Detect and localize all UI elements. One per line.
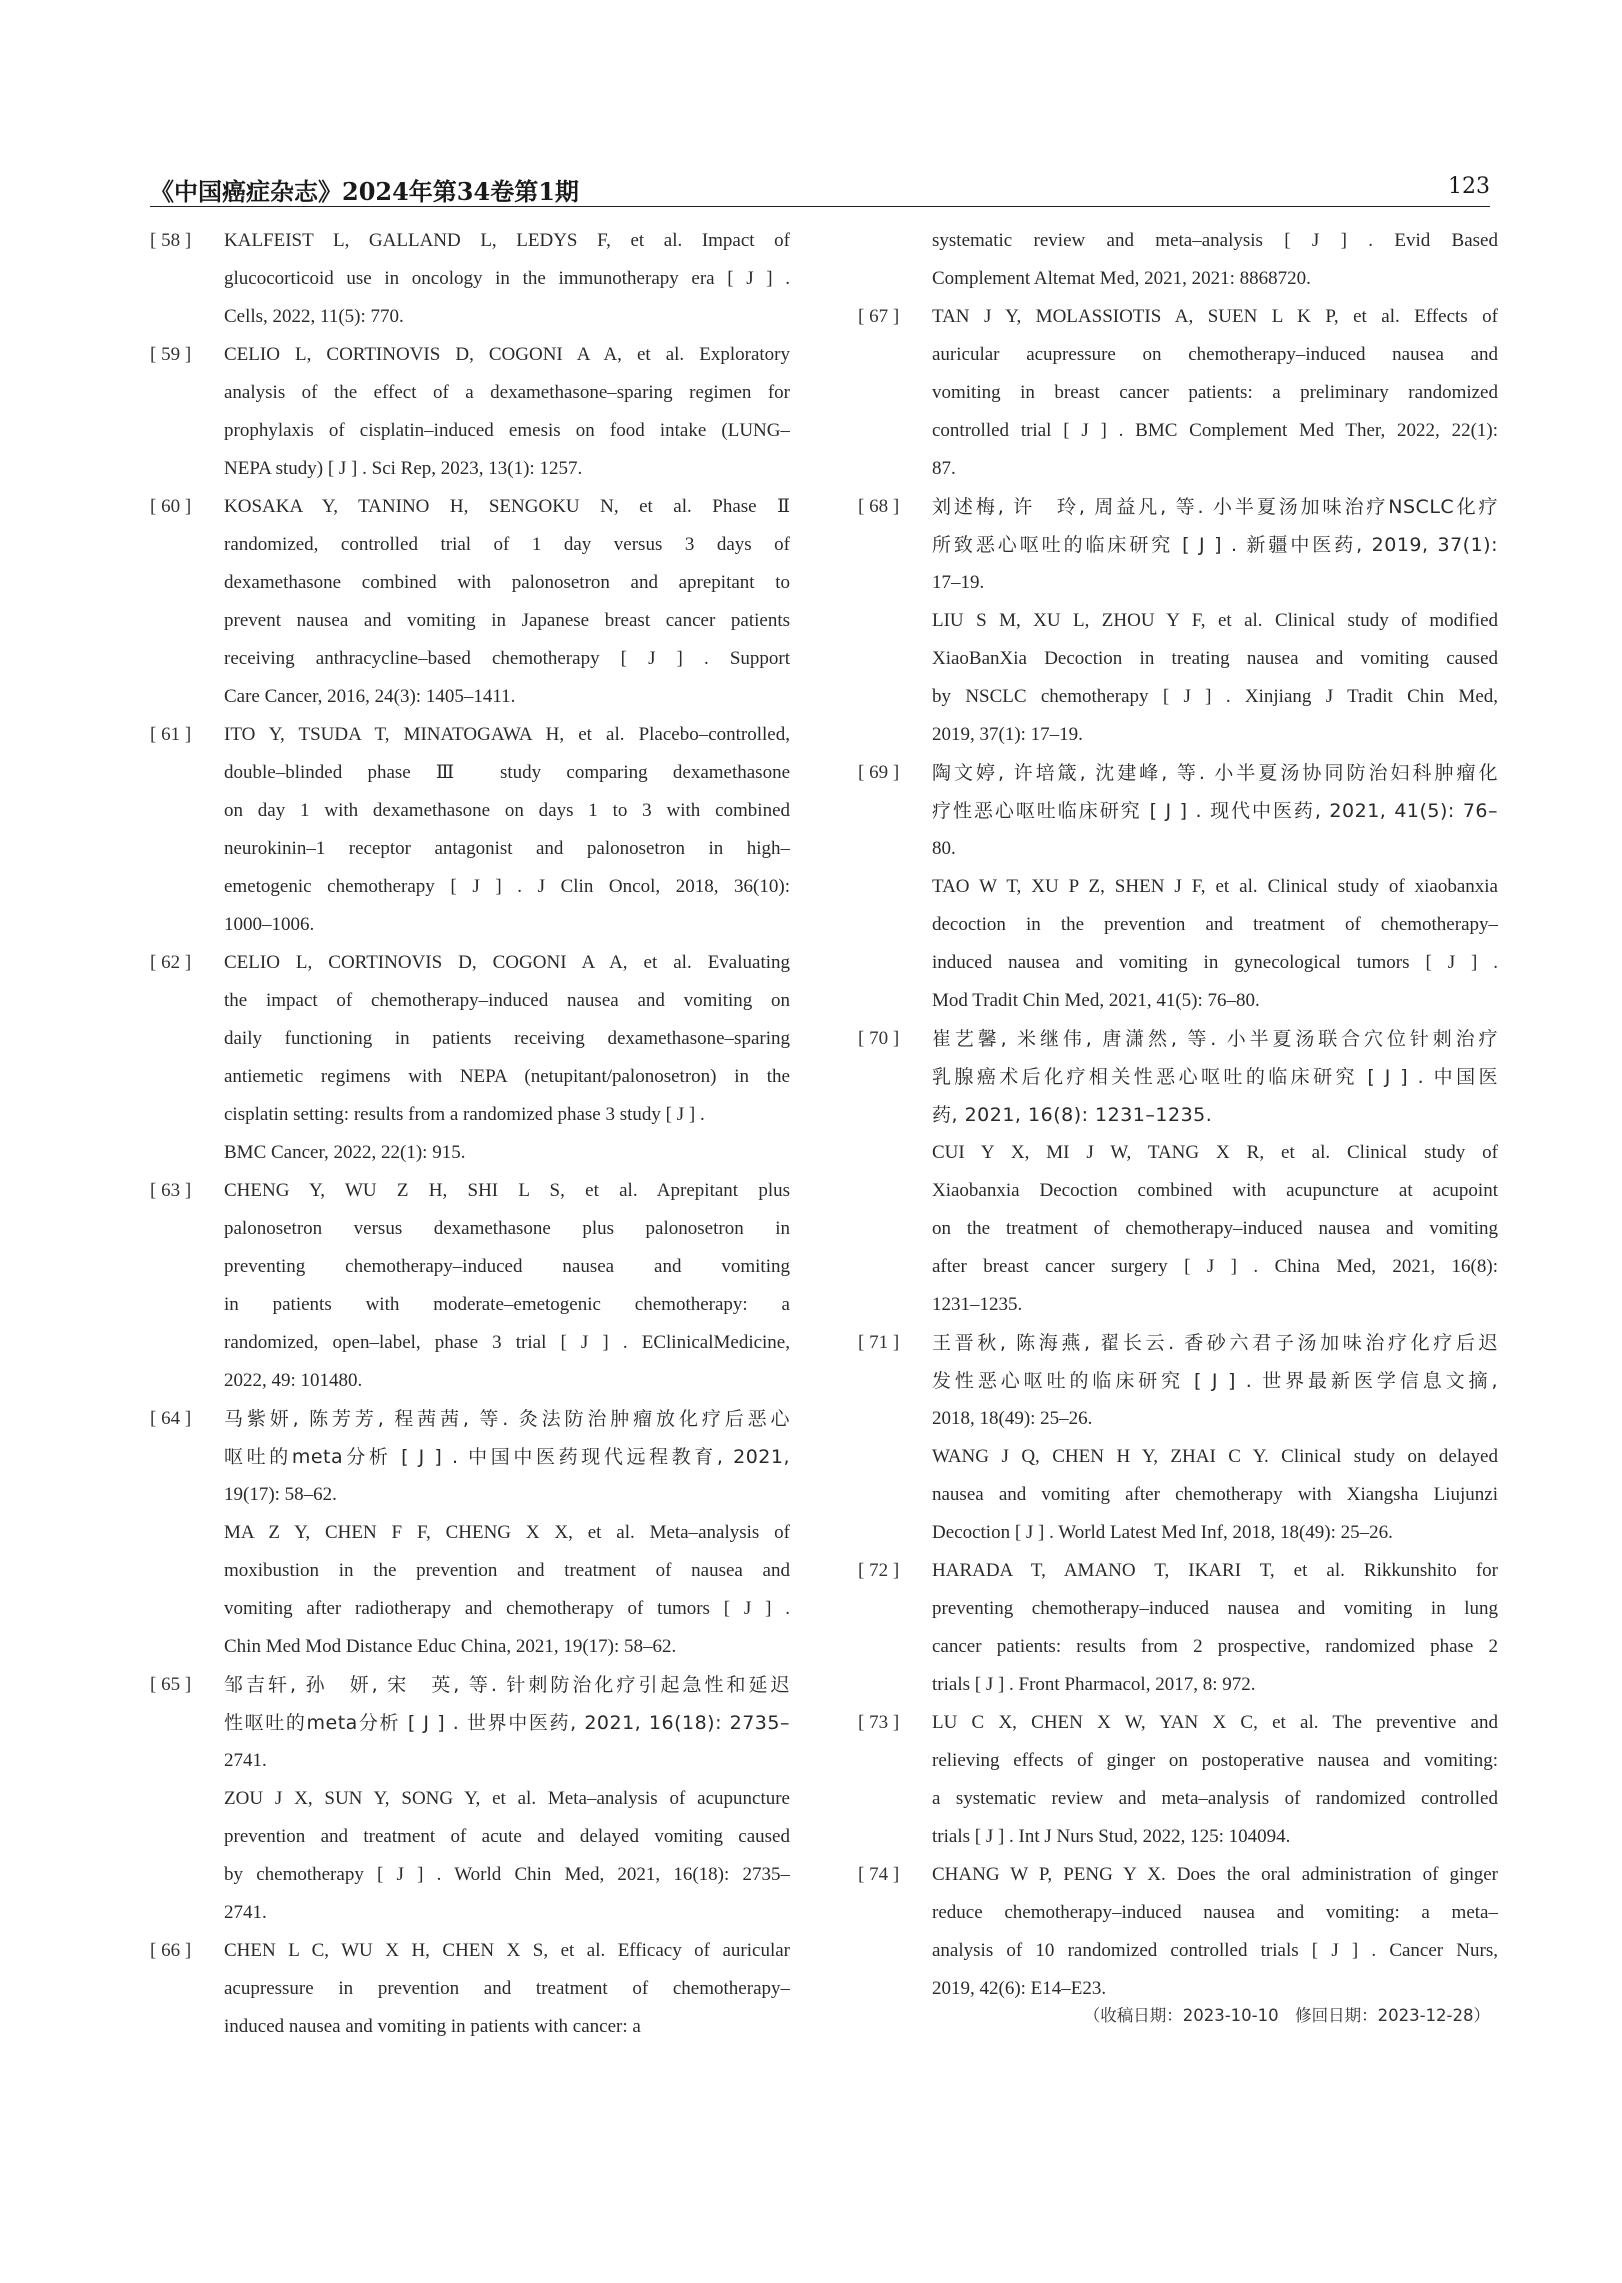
reference-line: 性呕吐的meta分析 [ J ] . 世界中医药, 2021, 16(18): 2735– bbox=[224, 1712, 790, 1734]
reference-entry bbox=[150, 1400, 790, 1666]
reference-line: prophylaxis of cisplatin–induced emesis on food intake (LUNG– bbox=[224, 420, 790, 441]
reference-line: Decoction [ J ] . World Latest Med Inf, 2018, 18(49): 25–26. bbox=[932, 1522, 1393, 1543]
received-date-note: （收稿日期：2023-10-10 修回日期：2023-12-28） bbox=[1083, 2006, 1490, 2025]
reference-line: 80. bbox=[932, 838, 956, 859]
reference-line: palonosetron versus dexamethasone plus palonosetron in bbox=[224, 1218, 790, 1239]
reference-line: 药, 2021, 16(8): 1231–1235. bbox=[932, 1104, 1213, 1126]
reference-line: analysis of 10 randomized controlled trials [ J ] . Cancer Nurs, bbox=[932, 1940, 1498, 1961]
reference-line: glucocorticoid use in oncology in the immunotherapy era [ J ] . bbox=[224, 268, 790, 289]
reference-entry bbox=[150, 1666, 790, 1932]
references-right-column bbox=[858, 222, 1498, 2008]
running-head bbox=[150, 168, 1490, 208]
reference-line: relieving effects of ginger on postoperative nausea and vomiting: bbox=[932, 1750, 1498, 1771]
reference-line: after breast cancer surgery [ J ] . China Med, 2021, 16(8): bbox=[932, 1256, 1498, 1277]
reference-line: Xiaobanxia Decoction combined with acupuncture at acupoint bbox=[932, 1180, 1498, 1201]
reference-line: 17–19. bbox=[932, 572, 985, 593]
reference-line: in patients with moderate–emetogenic chemotherapy: a bbox=[224, 1294, 790, 1315]
reference-line: preventing chemotherapy–induced nausea and vomiting in lung bbox=[932, 1598, 1498, 1619]
reference-line: cisplatin setting: results from a randomized phase 3 study [ J ] . bbox=[224, 1104, 705, 1125]
reference-entry bbox=[150, 336, 790, 488]
reference-line: neurokinin–1 receptor antagonist and palonosetron in high– bbox=[224, 838, 790, 859]
reference-line: KOSAKA Y, TANINO H, SENGOKU N, et al. Phase Ⅱ bbox=[224, 496, 790, 517]
reference-entry bbox=[858, 1324, 1498, 1552]
reference-line: acupressure in prevention and treatment of chemotherapy– bbox=[224, 1978, 790, 1999]
reference-line: BMC Cancer, 2022, 22(1): 915. bbox=[224, 1142, 466, 1163]
reference-line: by chemotherapy [ J ] . World Chin Med, 2021, 16(18): 2735– bbox=[224, 1864, 790, 1885]
reference-line: 2019, 37(1): 17–19. bbox=[932, 724, 1083, 745]
reference-line: systematic review and meta–analysis [ J ] . Evid Based bbox=[932, 230, 1498, 251]
reference-line: 2018, 18(49): 25–26. bbox=[932, 1408, 1093, 1429]
reference-number: [ 71 ] bbox=[858, 1332, 900, 1353]
reference-line: moxibustion in the prevention and treatment of nausea and bbox=[224, 1560, 790, 1581]
reference-line: ITO Y, TSUDA T, MINATOGAWA H, et al. Placebo–controlled, bbox=[224, 724, 790, 745]
reference-line: randomized, open–label, phase 3 trial [ J ] . EClinicalMedicine, bbox=[224, 1332, 790, 1353]
reference-entry bbox=[150, 1172, 790, 1400]
reference-line: 王晋秋, 陈海燕, 翟长云. 香砂六君子汤加味治疗化疗后迟 bbox=[932, 1332, 1498, 1354]
reference-line: by NSCLC chemotherapy [ J ] . Xinjiang J Tradit Chin Med, bbox=[932, 686, 1498, 707]
reference-line: nausea and vomiting after chemotherapy with Xiangsha Liujunzi bbox=[932, 1484, 1498, 1505]
journal-name: 《中国癌症杂志》2024年第34卷第1期 bbox=[150, 177, 579, 206]
reference-line: TAN J Y, MOLASSIOTIS A, SUEN L K P, et al. Effects of bbox=[932, 306, 1498, 327]
reference-line: MA Z Y, CHEN F F, CHENG X X, et al. Meta–analysis of bbox=[224, 1522, 790, 1543]
reference-line: dexamethasone combined with palonosetron and aprepitant to bbox=[224, 572, 790, 593]
reference-line: cancer patients: results from 2 prospective, randomized phase 2 bbox=[932, 1636, 1498, 1657]
reference-line: trials [ J ] . Int J Nurs Stud, 2022, 125: 104094. bbox=[932, 1826, 1291, 1847]
reference-line: emetogenic chemotherapy [ J ] . J Clin Oncol, 2018, 36(10): bbox=[224, 876, 790, 897]
page-number: 123 bbox=[1448, 174, 1490, 199]
reference-line: randomized, controlled trial of 1 day versus 3 days of bbox=[224, 534, 790, 555]
reference-line: 2019, 42(6): E14–E23. bbox=[932, 1978, 1107, 1999]
reference-line: prevent nausea and vomiting in Japanese breast cancer patients bbox=[224, 610, 790, 631]
reference-number: [ 74 ] bbox=[858, 1864, 900, 1885]
reference-line: a systematic review and meta–analysis of randomized controlled bbox=[932, 1788, 1498, 1809]
reference-number: [ 58 ] bbox=[150, 230, 192, 251]
reference-line: HARADA T, AMANO T, IKARI T, et al. Rikkunshito for bbox=[932, 1560, 1498, 1581]
reference-line: CHANG W P, PENG Y X. Does the oral administration of ginger bbox=[932, 1864, 1498, 1885]
reference-line: 乳腺癌术后化疗相关性恶心呕吐的临床研究 [ J ] . 中国医 bbox=[932, 1066, 1498, 1088]
reference-line: CHENG Y, WU Z H, SHI L S, et al. Aprepitant plus bbox=[224, 1180, 790, 1201]
reference-line: 1231–1235. bbox=[932, 1294, 1023, 1315]
reference-line: the impact of chemotherapy–induced nausea and vomiting on bbox=[224, 990, 790, 1011]
reference-line: 马紫妍, 陈芳芳, 程茜茜, 等. 灸法防治肿瘤放化疗后恶心 bbox=[224, 1408, 790, 1430]
reference-line: ZOU J X, SUN Y, SONG Y, et al. Meta–analysis of acupuncture bbox=[224, 1788, 790, 1809]
reference-line: LIU S M, XU L, ZHOU Y F, et al. Clinical study of modified bbox=[932, 610, 1498, 631]
reference-line: CELIO L, CORTINOVIS D, COGONI A A, et al. Evaluating bbox=[224, 952, 790, 973]
references-left-column bbox=[150, 222, 790, 2046]
reference-line: XiaoBanXia Decoction in treating nausea and vomiting caused bbox=[932, 648, 1498, 669]
reference-line: NEPA study) [ J ] . Sci Rep, 2023, 13(1): 1257. bbox=[224, 458, 583, 479]
reference-number: [ 67 ] bbox=[858, 306, 900, 327]
reference-number: [ 68 ] bbox=[858, 496, 900, 517]
reference-line: 87. bbox=[932, 458, 956, 479]
reference-line: daily functioning in patients receiving dexamethasone–sparing bbox=[224, 1028, 790, 1049]
reference-line: WANG J Q, CHEN H Y, ZHAI C Y. Clinical study on delayed bbox=[932, 1446, 1498, 1467]
reference-number: [ 73 ] bbox=[858, 1712, 900, 1733]
reference-line: 1000–1006. bbox=[224, 914, 315, 935]
reference-line: TAO W T, XU P Z, SHEN J F, et al. Clinical study of xiaobanxia bbox=[932, 876, 1498, 897]
reference-line: analysis of the effect of a dexamethasone–sparing regimen for bbox=[224, 382, 790, 403]
reference-entry bbox=[150, 488, 790, 716]
reference-line: preventing chemotherapy–induced nausea and vomiting bbox=[224, 1256, 790, 1277]
reference-entry bbox=[150, 222, 790, 336]
reference-line: induced nausea and vomiting in gynecological tumors [ J ] . bbox=[932, 952, 1498, 973]
reference-line: Complement Altemat Med, 2021, 2021: 8868720. bbox=[932, 268, 1311, 289]
reference-line: prevention and treatment of acute and delayed vomiting caused bbox=[224, 1826, 790, 1847]
reference-entry bbox=[858, 1552, 1498, 1704]
reference-line: CHEN L C, WU X H, CHEN X S, et al. Efficacy of auricular bbox=[224, 1940, 790, 1961]
reference-line: reduce chemotherapy–induced nausea and vomiting: a meta– bbox=[932, 1902, 1498, 1923]
reference-number: [ 65 ] bbox=[150, 1674, 192, 1695]
reference-entry bbox=[150, 716, 790, 944]
reference-line: Mod Tradit Chin Med, 2021, 41(5): 76–80. bbox=[932, 990, 1260, 1011]
reference-line: double–blinded phase Ⅲ study comparing dexamethasone bbox=[224, 762, 790, 783]
reference-line: 发性恶心呕吐的临床研究 [ J ] . 世界最新医学信息文摘, bbox=[932, 1370, 1498, 1392]
reference-line: receiving anthracycline–based chemotherapy [ J ] . Support bbox=[224, 648, 790, 669]
reference-entry bbox=[858, 1704, 1498, 1856]
reference-line: CUI Y X, MI J W, TANG X R, et al. Clinical study of bbox=[932, 1142, 1498, 1163]
reference-line: 2741. bbox=[224, 1902, 267, 1923]
reference-number: [ 63 ] bbox=[150, 1180, 192, 1201]
reference-number: [ 69 ] bbox=[858, 762, 900, 783]
reference-line: vomiting after radiotherapy and chemotherapy of tumors [ J ] . bbox=[224, 1598, 790, 1619]
reference-line: Chin Med Mod Distance Educ China, 2021, 19(17): 58–62. bbox=[224, 1636, 677, 1657]
reference-line: 2741. bbox=[224, 1750, 267, 1771]
reference-line: 疗性恶心呕吐临床研究 [ J ] . 现代中医药, 2021, 41(5): 76– bbox=[932, 800, 1498, 822]
reference-entry bbox=[858, 488, 1498, 754]
reference-line: KALFEIST L, GALLAND L, LEDYS F, et al. Impact of bbox=[224, 230, 790, 251]
reference-line: controlled trial [ J ] . BMC Complement Med Ther, 2022, 22(1): bbox=[932, 420, 1498, 441]
reference-line: 所致恶心呕吐的临床研究 [ J ] . 新疆中医药, 2019, 37(1): bbox=[932, 534, 1498, 556]
reference-line: 19(17): 58–62. bbox=[224, 1484, 337, 1505]
reference-number: [ 61 ] bbox=[150, 724, 192, 745]
reference-number: [ 64 ] bbox=[150, 1408, 192, 1429]
reference-entry bbox=[858, 298, 1498, 488]
reference-entry bbox=[858, 1020, 1498, 1324]
reference-line: 刘述梅, 许 玲, 周益凡, 等. 小半夏汤加味治疗NSCLC化疗 bbox=[932, 496, 1498, 518]
reference-number: [ 60 ] bbox=[150, 496, 192, 517]
reference-entry bbox=[858, 1856, 1498, 2008]
reference-number: [ 72 ] bbox=[858, 1560, 900, 1581]
reference-entry bbox=[858, 754, 1498, 1020]
reference-line: 崔艺馨, 米继伟, 唐潇然, 等. 小半夏汤联合穴位针刺治疗 bbox=[932, 1028, 1498, 1050]
reference-line: on the treatment of chemotherapy–induced nausea and vomiting bbox=[932, 1218, 1498, 1239]
reference-line: antiemetic regimens with NEPA (netupitant/palonosetron) in the bbox=[224, 1066, 790, 1087]
reference-line: auricular acupressure on chemotherapy–induced nausea and bbox=[932, 344, 1498, 365]
reference-line: on day 1 with dexamethasone on days 1 to 3 with combined bbox=[224, 800, 790, 821]
reference-line: LU C X, CHEN X W, YAN X C, et al. The preventive and bbox=[932, 1712, 1498, 1733]
reference-line: 2022, 49: 101480. bbox=[224, 1370, 363, 1391]
reference-line: CELIO L, CORTINOVIS D, COGONI A A, et al. Exploratory bbox=[224, 344, 790, 365]
reference-line: vomiting in breast cancer patients: a preliminary randomized bbox=[932, 382, 1498, 403]
reference-line: Cells, 2022, 11(5): 770. bbox=[224, 306, 404, 327]
reference-line: induced nausea and vomiting in patients with cancer: a bbox=[224, 2016, 641, 2037]
reference-line: 邹吉轩, 孙 妍, 宋 英, 等. 针刺防治化疗引起急性和延迟 bbox=[224, 1674, 790, 1696]
reference-number: [ 66 ] bbox=[150, 1940, 192, 1961]
reference-entry bbox=[858, 222, 1498, 298]
reference-number: [ 59 ] bbox=[150, 344, 192, 365]
reference-line: trials [ J ] . Front Pharmacol, 2017, 8: 972. bbox=[932, 1674, 1256, 1695]
reference-line: 呕吐的meta分析 [ J ] . 中国中医药现代远程教育, 2021, bbox=[224, 1446, 790, 1468]
reference-number: [ 70 ] bbox=[858, 1028, 900, 1049]
reference-entry bbox=[150, 1932, 790, 2046]
reference-line: 陶文婷, 许培箴, 沈建峰, 等. 小半夏汤协同防治妇科肿瘤化 bbox=[932, 762, 1498, 784]
reference-entry bbox=[150, 944, 790, 1172]
header-rule bbox=[150, 206, 1490, 207]
reference-number: [ 62 ] bbox=[150, 952, 192, 973]
reference-line: Care Cancer, 2016, 24(3): 1405–1411. bbox=[224, 686, 516, 707]
reference-line: decoction in the prevention and treatment of chemotherapy– bbox=[932, 914, 1498, 935]
